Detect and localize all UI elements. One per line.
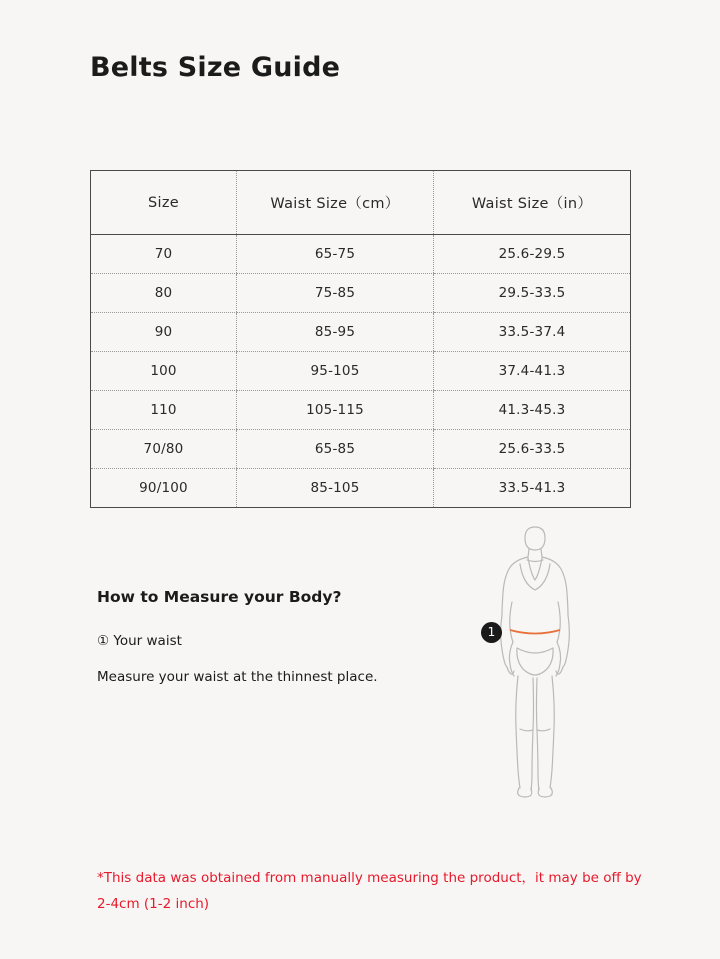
table-row <box>91 469 631 508</box>
measure-marker-1: 1 <box>481 622 502 643</box>
table-header-row <box>91 171 631 235</box>
body-figure-illustration <box>470 524 600 814</box>
table-row <box>91 274 631 313</box>
column-header-size: Size <box>91 171 237 235</box>
table-row <box>91 352 631 391</box>
cell-waist-cm: 65-75 <box>237 235 434 274</box>
cell-waist-in: 41.3-45.3 <box>434 391 631 430</box>
cell-waist-cm: 95-105 <box>237 352 434 391</box>
page-title: Belts Size Guide <box>90 52 341 83</box>
cell-waist-in: 33.5-41.3 <box>434 469 631 508</box>
cell-waist-in: 25.6-29.5 <box>434 235 631 274</box>
cell-size: 100 <box>91 352 237 391</box>
column-header-waist-cm: Waist Size（cm） <box>237 171 434 235</box>
measure-heading: How to Measure your Body? <box>97 588 342 606</box>
cell-waist-in: 33.5-37.4 <box>434 313 631 352</box>
cell-waist-cm: 65-85 <box>237 430 434 469</box>
table-header <box>91 171 631 235</box>
cell-size: 80 <box>91 274 237 313</box>
measure-step-description: Measure your waist at the thinnest place. <box>97 669 378 685</box>
cell-waist-cm: 105-115 <box>237 391 434 430</box>
cell-waist-in: 29.5-33.5 <box>434 274 631 313</box>
cell-size: 90/100 <box>91 469 237 508</box>
cell-size: 70 <box>91 235 237 274</box>
cell-size: 70/80 <box>91 430 237 469</box>
female-body-outline-icon <box>470 524 600 814</box>
size-chart-table <box>90 170 631 508</box>
cell-size: 110 <box>91 391 237 430</box>
waist-measure-line <box>510 630 560 634</box>
measure-step-label: ① Your waist <box>97 633 182 649</box>
table-row <box>91 391 631 430</box>
cell-waist-cm: 85-95 <box>237 313 434 352</box>
cell-waist-cm: 75-85 <box>237 274 434 313</box>
table-row <box>91 235 631 274</box>
table-row <box>91 313 631 352</box>
cell-size: 90 <box>91 313 237 352</box>
cell-waist-in: 25.6-33.5 <box>434 430 631 469</box>
cell-waist-in: 37.4-41.3 <box>434 352 631 391</box>
table-body <box>91 235 631 508</box>
cell-waist-cm: 85-105 <box>237 469 434 508</box>
footnote-disclaimer: *This data was obtained from manually measuring the product，it may be off by 2-4cm (1-2 inch) <box>97 870 642 912</box>
column-header-waist-in: Waist Size（in） <box>434 171 631 235</box>
table-row <box>91 430 631 469</box>
